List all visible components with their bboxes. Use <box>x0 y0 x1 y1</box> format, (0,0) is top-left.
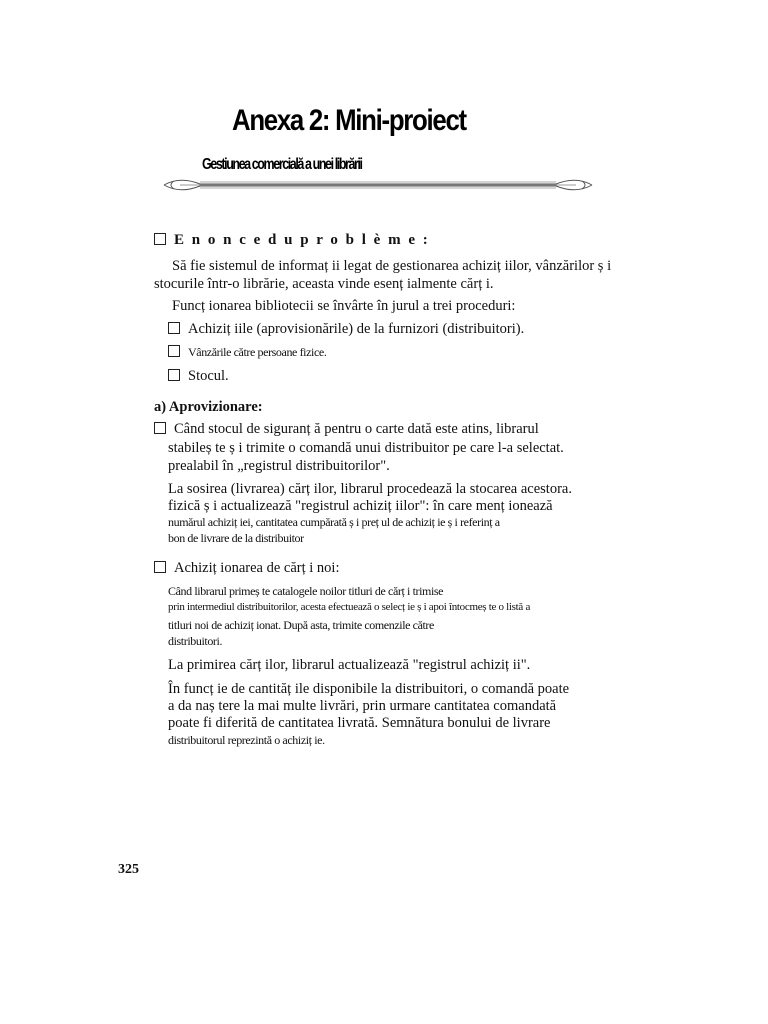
page-subtitle: Gestiunea comercială a unei librării <box>202 156 362 173</box>
page-number: 325 <box>118 862 139 877</box>
decorative-divider-icon <box>160 172 596 198</box>
procedure-item: Stocul. <box>168 368 229 385</box>
missing-glyph-box-icon <box>154 233 166 245</box>
delivery-line-3: numărul achiziț iei, cantitatea cumpărată ș i preț ul de achiziț ie ș i referinț a <box>168 515 500 529</box>
missing-glyph-box-icon <box>154 561 166 573</box>
function-line-4: distribuitorul reprezintă o achiziț ie. <box>168 733 325 747</box>
intro-line-1: Să fie sistemul de informaț ii legat de gestionarea achiziț iilor, vânzărilor ș i <box>172 258 612 274</box>
intro-line-3: Funcț ionarea bibliotecii se învârte în jurul a trei proceduri: <box>172 298 516 314</box>
procedure-item: Achiziț iile (aprovisionările) de la furnizori (distribuitori). <box>168 321 524 338</box>
stock-line-2: stabileș te ș i trimite o comandă unui distribuitor pe care l-a selectat. <box>168 440 564 456</box>
new-line-2: prin intermediul distribuitorilor, acesta efectuează o selecț ie ș i apoi întocmeș te o listă a <box>168 601 531 613</box>
bullet-new-titles: Achiziț ionarea de cărț i noi: <box>154 560 339 577</box>
new-line-4: distribuitori. <box>168 634 223 648</box>
function-line-1: În funcț ie de cantităț ile disponibile la distribuitori, o comandă poate <box>168 681 570 697</box>
function-line-2: a da naș tere la mai multe livrări, prin urmare cantitatea comandată <box>168 698 557 714</box>
stock-line-1: Când stocul de siguranț ă pentru o carte dată este atins, librarul <box>154 421 539 438</box>
page-title: Anexa 2: Mini-proiect <box>232 104 466 137</box>
missing-glyph-box-icon <box>168 369 180 381</box>
missing-glyph-box-icon <box>154 422 166 434</box>
delivery-line-2: fizică ș i actualizează "registrul achiziț iilor": în care menț ionează <box>168 498 553 514</box>
new-line-3: titluri noi de achiziț ionat. După asta, trimite comenzile către <box>168 618 434 632</box>
delivery-line-4: bon de livrare de la distribuitor <box>168 531 304 545</box>
stock-line-3: prealabil în „registrul distribuitorilor". <box>168 458 390 474</box>
new-line-1: Când librarul primeș te catalogele noilor titluri de cărț i trimise <box>168 584 444 598</box>
receive-line: La primirea cărț ilor, librarul actualizează "registrul achiziț ii". <box>168 657 531 673</box>
missing-glyph-box-icon <box>168 322 180 334</box>
section-enonce: E n o n c e d u p r o b l è m e : <box>154 232 430 249</box>
intro-line-2: stocurile într-o librărie, aceasta vinde esenț ialmente cărț i. <box>154 276 494 292</box>
section-aprovizionare: a) Aprovizionare: <box>154 399 263 415</box>
function-line-3: poate fi diferită de cantitatea livrată. Semnătura bonului de livrare <box>168 715 551 731</box>
procedure-item: Vânzările către persoane fizice. <box>168 345 326 360</box>
missing-glyph-box-icon <box>168 345 180 357</box>
delivery-line-1: La sosirea (livrarea) cărț ilor, librarul procedează la stocarea acestora. <box>168 481 572 497</box>
